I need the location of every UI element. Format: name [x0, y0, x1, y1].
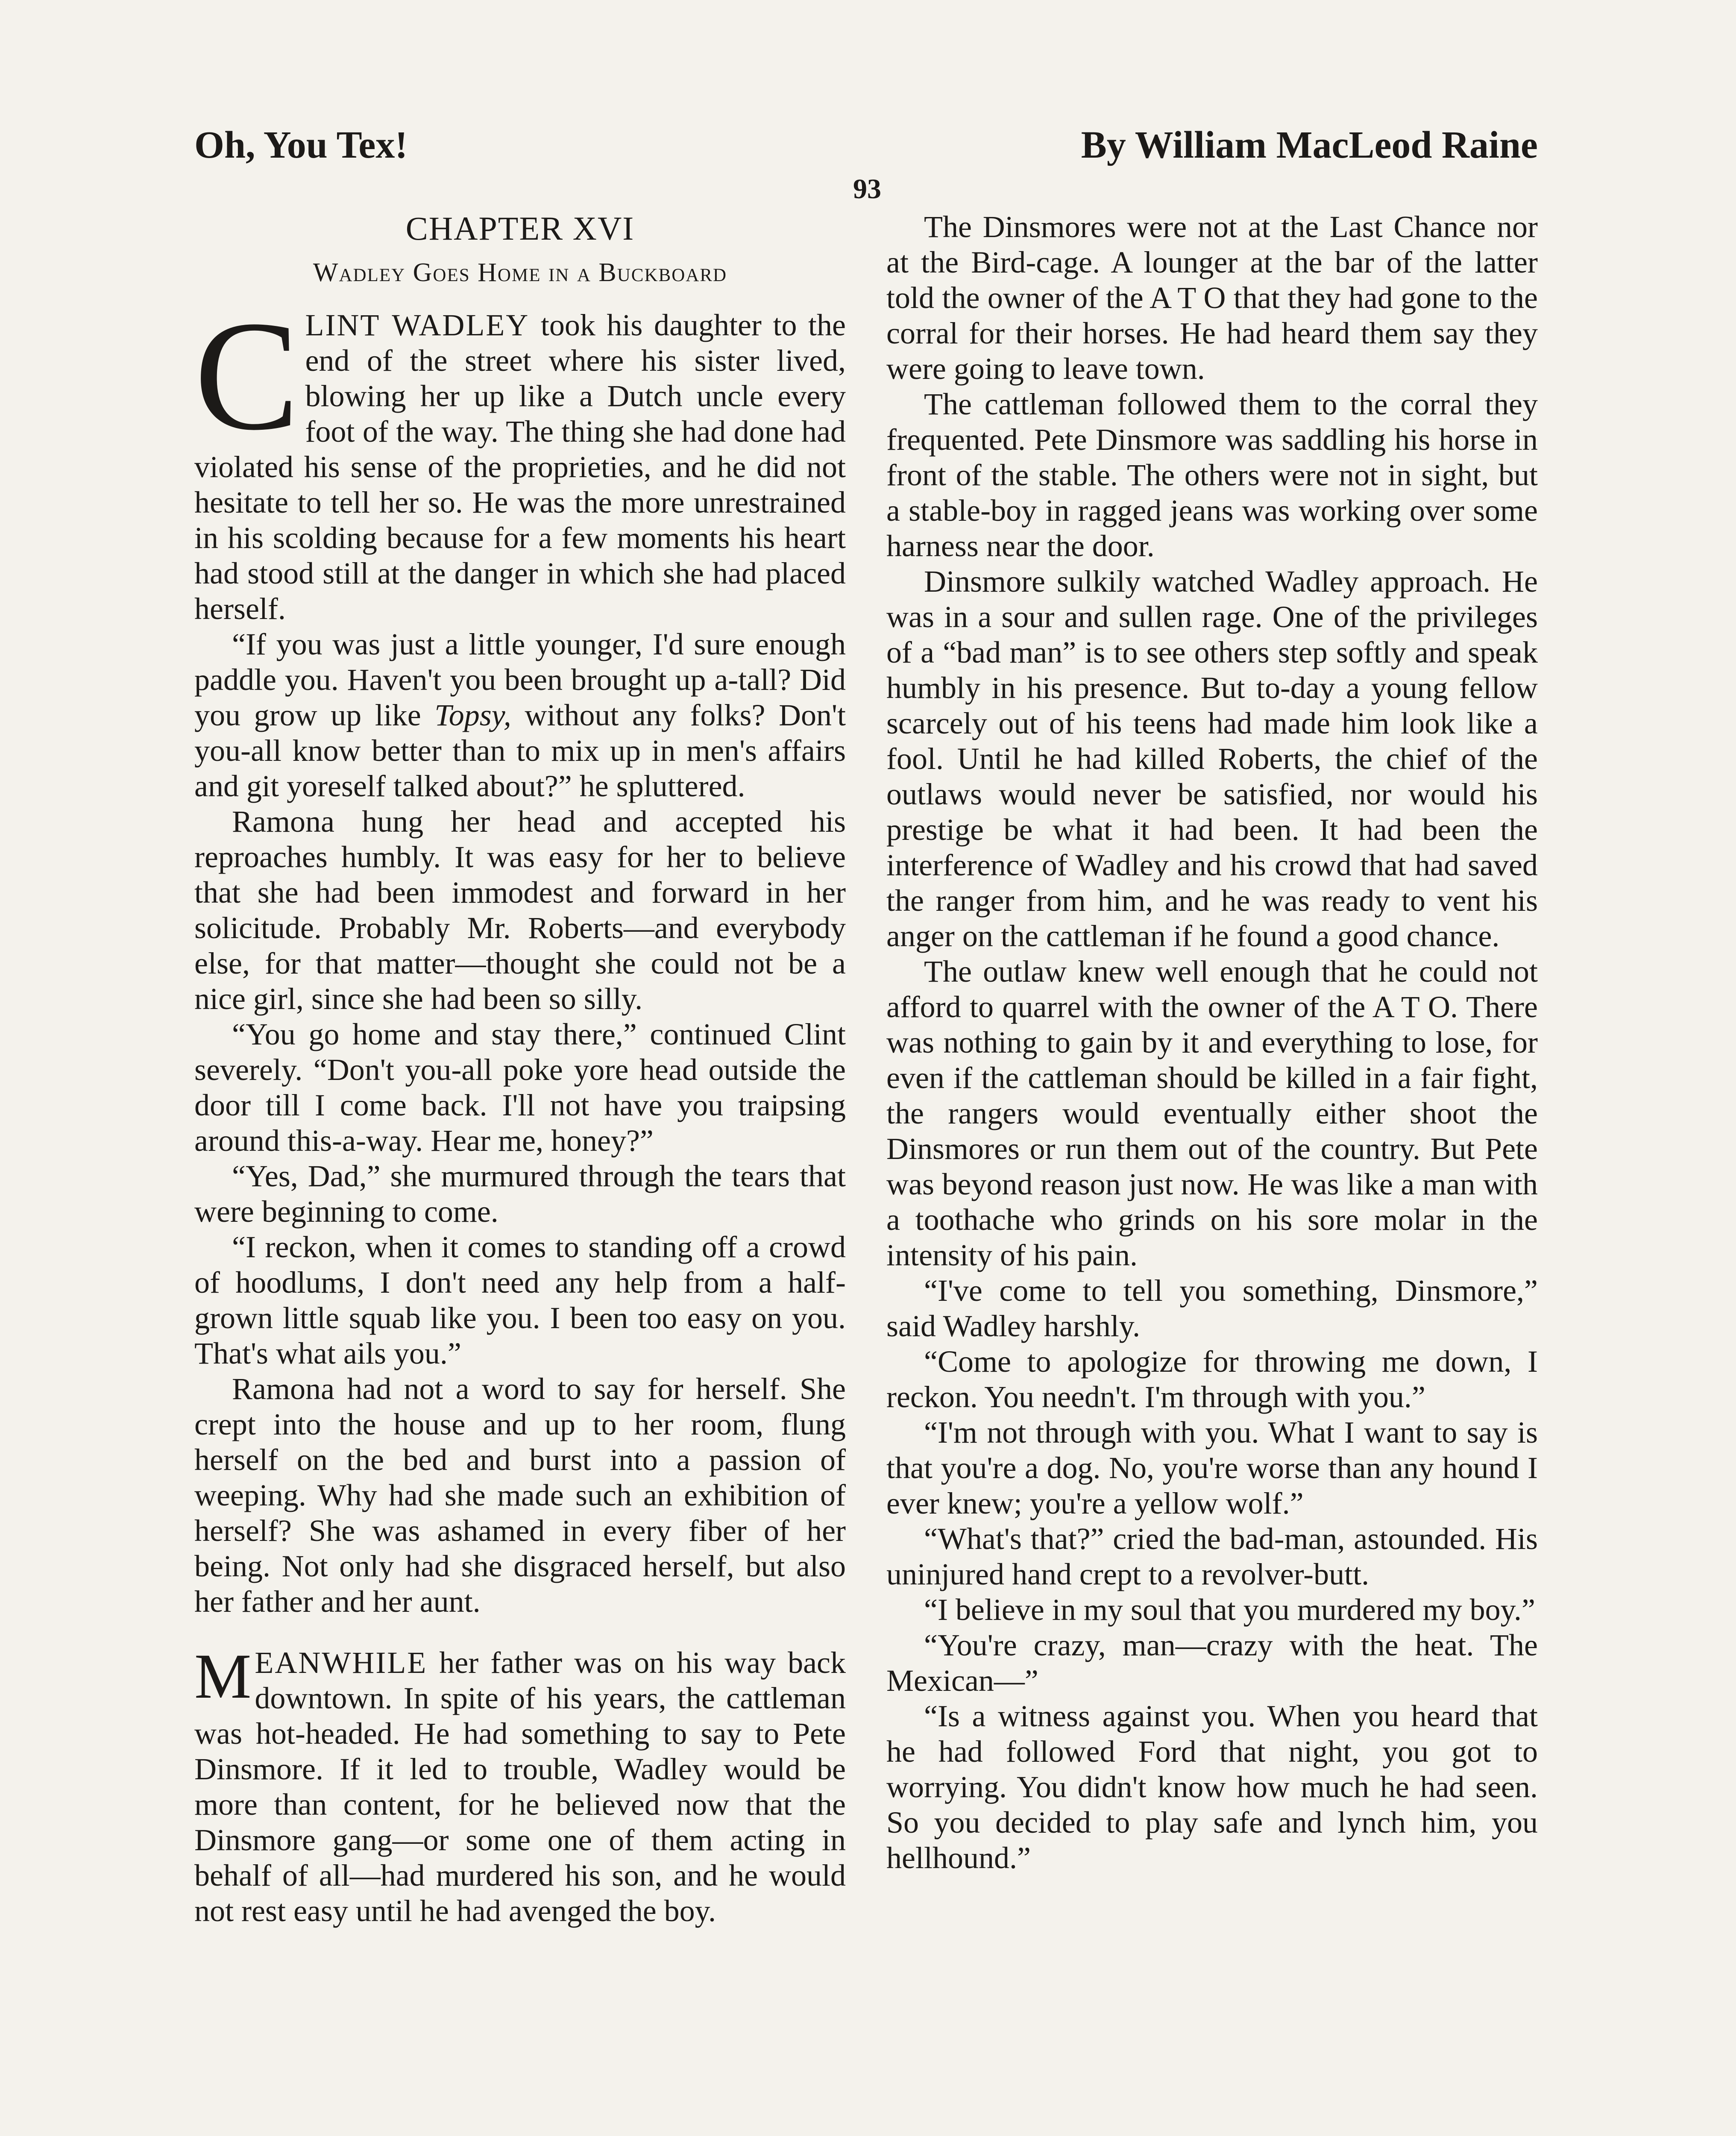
italic-text: Topsy,: [434, 698, 511, 732]
paragraph: [194, 627, 846, 804]
running-title: Oh, You Tex!: [194, 124, 408, 166]
chapter-subtitle: Wadley Goes Home in a Buckboard: [313, 258, 727, 287]
paragraph: “I reckon, when it comes to standing off a crowd of hoodlums, I don't need any help from a half-grown little squab like you. I been too easy on you. That's what ails you.”: [194, 1230, 846, 1370]
paragraph: “I've come to tell you something, Dinsmore,” said Wadley harshly.: [886, 1273, 1538, 1343]
paragraph: “Is a witness against you. When you heard that he had followed Ford that night, you got to worrying. You didn't know how much he had seen. So you decided to play safe and lynch him, you hellhound.”: [886, 1699, 1538, 1875]
paragraph: “What's that?” cried the bad-man, astounded. His uninjured hand crept to a revolver-butt.: [886, 1522, 1538, 1591]
paragraph: The Dinsmores were not at the Last Chance nor at the Bird-cage. A lounger at the bar of the latter told the owner of the A T O that they had gone to the corral for their horses. He had heard them say they were going to leave town.: [886, 210, 1538, 386]
paragraph: “Yes, Dad,” she murmured through the tears that were beginning to come.: [194, 1159, 846, 1229]
paragraph: [194, 1641, 846, 1929]
running-author: By William MacLeod Raine: [1081, 124, 1538, 166]
paragraph: Dinsmore sulkily watched Wadley approach. He was in a sour and sullen rage. One of the privileges of a “bad man” is to see others step softly and speak humbly in his presence. But to-day a young fellow scarcely out of his teens had made him look like a fool. Until he had killed Roberts, the chief of the outlaws would never be satisfied, nor would his prestige be what it had been. It had been the interference of Wadley and his crowd that had saved the ranger from him, and he was ready to vent his anger on the cattleman if he found a good chance.: [886, 564, 1538, 953]
paragraph: The cattleman followed them to the corral they frequented. Pete Dinsmore was saddling his horse in front of the stable. The others were not in sight, but a stable-boy in ragged jeans was working over some harness near the door.: [886, 387, 1538, 563]
paragraph: “I believe in my soul that you murdered my boy.”: [924, 1593, 1535, 1627]
paragraph: “You're crazy, man—crazy with the heat. The Mexican—”: [886, 1628, 1538, 1698]
paragraph: “Come to apologize for throwing me down, I reckon. You needn't. I'm through with you.”: [886, 1344, 1538, 1414]
chapter-title: CHAPTER XVI: [405, 210, 635, 247]
left-column: [194, 209, 846, 1929]
drop-cap: M: [194, 1641, 252, 1712]
drop-cap: C: [194, 288, 299, 463]
paragraph-text: “If you was just a little younger, I'd sure enough paddle you. Haven't you been brought up a-tall? Did you grow up like: [194, 627, 846, 732]
paragraph-text: took his daughter to the end of the street where his sister lived, blowing her up like a Dutch uncle every foot of the way. The thing she had done had violated his sense of the proprieties, and he did not hesitate to tell her so. He was the more unrestrained in his scolding because for a few moments his heart had stood still at the danger in which she had placed herself.: [194, 308, 846, 626]
paragraph: The outlaw knew well enough that he could not afford to quarrel with the owner of the A T O. There was nothing to gain by it and everything to lose, for even if the cattleman should be killed in a fair fight, the rangers would eventually either shoot the Dinsmores or run them out of the country. But Pete was beyond reason just now. He was like a man with a toothache who grinds on his sore molar in the intensity of his pain.: [886, 954, 1538, 1272]
paragraph: “I'm not through with you. What I want to say is that you're a dog. No, you're worse than any hound I ever knew; you're a yellow wolf.”: [886, 1415, 1538, 1520]
paragraph: “You go home and stay there,” continued Clint severely. “Don't you-all poke yore head outside the door till I come back. I'll not have you traipsing around this-a-way. Hear me, honey?”: [194, 1017, 846, 1158]
lead-in: LINT WADLEY: [305, 308, 530, 342]
page-number: 93: [853, 173, 881, 205]
paragraph-text: without any folks? Don't you-all know better than to mix up in men's affairs and git yoreself talked about?” he spluttered.: [194, 698, 846, 803]
paragraph: Ramona had not a word to say for herself. She crept into the house and up to her room, flung herself on the bed and burst into a passion of weeping. Why had she made such an exhibition of herself? She was ashamed in every fiber of her being. Not only had she disgraced herself, but also her father and her aunt.: [194, 1372, 846, 1619]
right-column: [886, 209, 1538, 1876]
lead-in: EANWHILE: [255, 1646, 428, 1680]
paragraph: Ramona hung her head and accepted his reproaches humbly. It was easy for her to believe that she had been immodest and forward in her solicitude. Probably Mr. Roberts—and everybody else, for that matter—thought she could not be a nice girl, since she had been so silly.: [194, 804, 846, 1016]
paragraph: [194, 288, 846, 627]
paragraph-text: her father was on his way back downtown. In spite of his years, the cattleman was hot-headed. He had something to say to Pete Dinsmore. If it led to trouble, Wadley would be more than content, for he believed now that the Dinsmore gang—or some one of them acting in behalf of all—had murdered his son, and he would not rest easy until he had avenged the boy.: [194, 1646, 846, 1928]
